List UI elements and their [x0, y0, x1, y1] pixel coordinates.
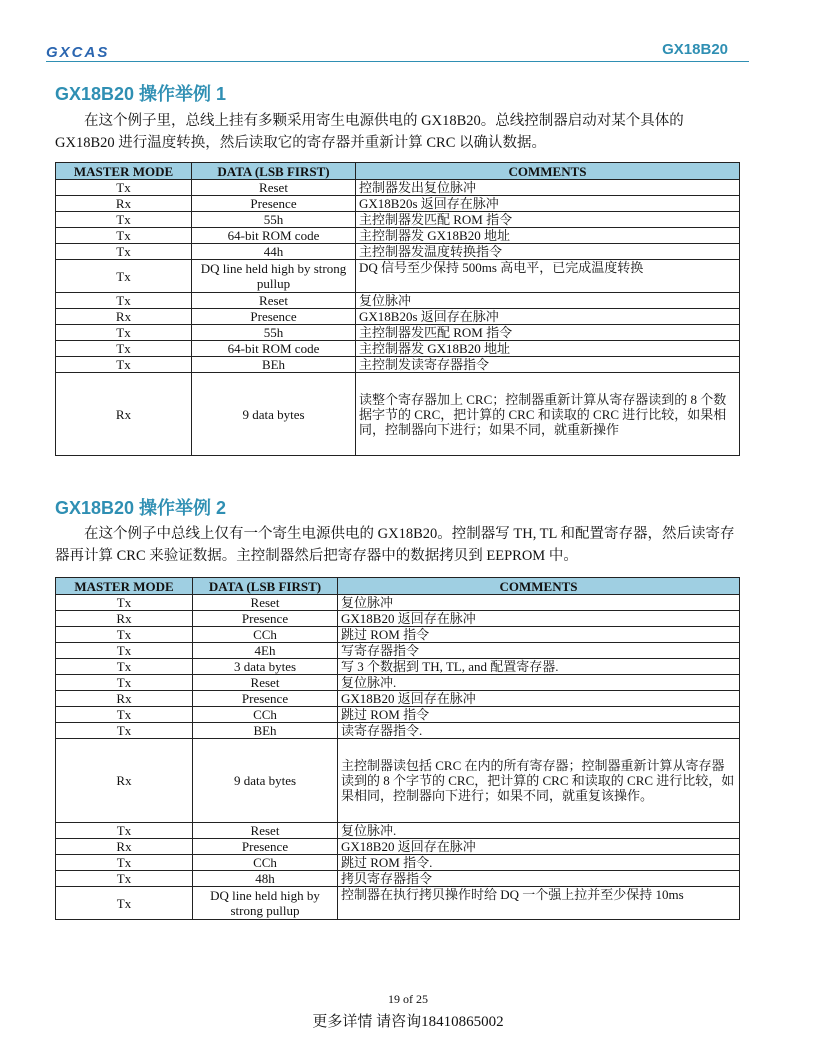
data-cell: CCh	[193, 627, 338, 643]
document-title: GX18B20	[662, 41, 728, 58]
data-cell: Presence	[193, 611, 338, 627]
section2-title: GX18B20 操作举例 2	[55, 498, 227, 518]
page-number: 19 of 25	[388, 992, 428, 1006]
mode-cell: Tx	[56, 228, 192, 244]
table-header-row	[56, 163, 740, 180]
table-row	[56, 659, 740, 675]
header-data: DATA (LSB FIRST)	[192, 163, 356, 180]
data-cell: CCh	[193, 707, 338, 723]
comment-cell: 主控制器发温度转换指令	[356, 244, 740, 260]
comment-cell: 跳过 ROM 指令	[338, 627, 740, 643]
mode-cell: Tx	[56, 627, 193, 643]
data-cell: 4Eh	[193, 643, 338, 659]
mode-cell: Tx	[56, 823, 193, 839]
data-cell: 9 data bytes	[192, 373, 356, 456]
data-cell: DQ line held high by strong pullup	[192, 260, 356, 293]
section2-intro: 在这个例子中总线上仅有一个寄生电源供电的 GX18B20。控制器写 TH, TL 和配置寄存器，然后读寄存器再计算 CRC 来验证数据。主控制器然后把寄存器中的数据拷贝到 EEPROM 中。	[55, 526, 735, 564]
mode-cell: Tx	[56, 212, 192, 228]
table-row	[56, 341, 740, 357]
table-row	[56, 260, 740, 293]
comment-cell: 主控制器发匹配 ROM 指令	[356, 212, 740, 228]
comment-cell: GX18B20s 返回存在脉冲	[356, 309, 740, 325]
data-cell: Reset	[193, 595, 338, 611]
table-row	[56, 723, 740, 739]
comment-cell: 复位脉冲	[338, 595, 740, 611]
data-cell: BEh	[192, 357, 356, 373]
contact-info: 更多详情 请咨询18410865002	[312, 1014, 504, 1030]
data-cell: Reset	[193, 675, 338, 691]
table-row	[56, 643, 740, 659]
data-cell: 64-bit ROM code	[192, 228, 356, 244]
data-cell: 55h	[192, 325, 356, 341]
mode-cell: Tx	[56, 357, 192, 373]
comment-cell: 读整个寄存器加上 CRC；控制器重新计算从寄存器读到的 8 个数据字节的 CRC，把计算的 CRC 和读取的 CRC 进行比较，如果相同，控制器向下进行；如果不同，就重新操作	[356, 373, 740, 456]
mode-cell: Tx	[56, 723, 193, 739]
table-row	[56, 244, 740, 260]
header-master-mode: MASTER MODE	[56, 578, 193, 595]
comment-cell: 控制器在执行拷贝操作时给 DQ 一个强上拉并至少保持 10ms	[338, 887, 740, 920]
data-cell: Presence	[192, 196, 356, 212]
comment-cell: 控制器发出复位脉冲	[356, 180, 740, 196]
comment-cell: 主控制器读包括 CRC 在内的所有寄存器；控制器重新计算从寄存器读到的 8 个字节的 CRC，把计算的 CRC 和读取的 CRC 进行比较，如果相同，控制器向下进行；如果不同，就重复该操作。	[338, 739, 740, 823]
comment-cell: 写寄存器指令	[338, 643, 740, 659]
company-logo: GXCAS	[46, 44, 110, 61]
table-row	[56, 212, 740, 228]
header-comments: COMMENTS	[338, 578, 740, 595]
data-cell: Presence	[193, 839, 338, 855]
mode-cell: Tx	[56, 659, 193, 675]
data-cell: Presence	[192, 309, 356, 325]
comment-cell: 主控制器发 GX18B20 地址	[356, 341, 740, 357]
section2-command-table	[55, 577, 740, 920]
mode-cell: Tx	[56, 887, 193, 920]
mode-cell: Rx	[56, 691, 193, 707]
mode-cell: Rx	[56, 611, 193, 627]
section1-command-table	[55, 162, 740, 456]
table-row	[56, 855, 740, 871]
mode-cell: Tx	[56, 595, 193, 611]
mode-cell: Rx	[56, 373, 192, 456]
mode-cell: Tx	[56, 244, 192, 260]
comment-cell: 复位脉冲	[356, 293, 740, 309]
mode-cell: Rx	[56, 839, 193, 855]
table-row	[56, 707, 740, 723]
data-cell: 44h	[192, 244, 356, 260]
table-row	[56, 595, 740, 611]
comment-cell: 主控制器发匹配 ROM 指令	[356, 325, 740, 341]
data-cell: 9 data bytes	[193, 739, 338, 823]
table-row	[56, 611, 740, 627]
header-comments: COMMENTS	[356, 163, 740, 180]
comment-cell: 复位脉冲.	[338, 675, 740, 691]
comment-cell: GX18B20 返回存在脉冲	[338, 691, 740, 707]
data-cell: DQ line held high by strong pullup	[193, 887, 338, 920]
table-row	[56, 675, 740, 691]
mode-cell: Tx	[56, 341, 192, 357]
comment-cell: 跳过 ROM 指令.	[338, 855, 740, 871]
table-row	[56, 293, 740, 309]
data-cell: Reset	[193, 823, 338, 839]
data-cell: CCh	[193, 855, 338, 871]
comment-cell: GX18B20 返回存在脉冲	[338, 611, 740, 627]
table-row	[56, 739, 740, 823]
mode-cell: Tx	[56, 325, 192, 341]
table-row	[56, 627, 740, 643]
table-row	[56, 823, 740, 839]
data-cell: 48h	[193, 871, 338, 887]
comment-cell: 跳过 ROM 指令	[338, 707, 740, 723]
comment-cell: 复位脉冲.	[338, 823, 740, 839]
header-divider	[46, 61, 749, 62]
comment-cell: GX18B20s 返回存在脉冲	[356, 196, 740, 212]
mode-cell: Tx	[56, 707, 193, 723]
comment-cell: 写 3 个数据到 TH, TL, and 配置寄存器.	[338, 659, 740, 675]
mode-cell: Tx	[56, 643, 193, 659]
table-row	[56, 887, 740, 920]
table-row	[56, 871, 740, 887]
data-cell: Reset	[192, 293, 356, 309]
table-row	[56, 196, 740, 212]
mode-cell: Tx	[56, 260, 192, 293]
comment-cell: 拷贝寄存器指令	[338, 871, 740, 887]
table-row	[56, 180, 740, 196]
data-cell: BEh	[193, 723, 338, 739]
comment-cell: 主控制发读寄存器指令	[356, 357, 740, 373]
data-cell: 64-bit ROM code	[192, 341, 356, 357]
comment-cell: 主控制器发 GX18B20 地址	[356, 228, 740, 244]
comment-cell: DQ 信号至少保持 500ms 高电平，已完成温度转换	[356, 260, 740, 293]
mode-cell: Tx	[56, 855, 193, 871]
data-cell: 55h	[192, 212, 356, 228]
comment-cell: 读寄存器指令.	[338, 723, 740, 739]
mode-cell: Rx	[56, 309, 192, 325]
table-row	[56, 691, 740, 707]
section1-title: GX18B20 操作举例 1	[55, 84, 227, 104]
mode-cell: Tx	[56, 180, 192, 196]
mode-cell: Rx	[56, 196, 192, 212]
section1-intro: 在这个例子里，总线上挂有多颗采用寄生电源供电的 GX18B20。总线控制器启动对某个具体的 GX18B20 进行温度转换，然后读取它的寄存器并重新计算 CRC 以确认数据。	[55, 113, 684, 151]
table-row	[56, 325, 740, 341]
mode-cell: Rx	[56, 739, 193, 823]
data-cell: 3 data bytes	[193, 659, 338, 675]
header-master-mode: MASTER MODE	[56, 163, 192, 180]
header-data: DATA (LSB FIRST)	[193, 578, 338, 595]
mode-cell: Tx	[56, 871, 193, 887]
mode-cell: Tx	[56, 293, 192, 309]
table-row	[56, 309, 740, 325]
table-row	[56, 839, 740, 855]
table-row	[56, 228, 740, 244]
mode-cell: Tx	[56, 675, 193, 691]
table-header-row	[56, 578, 740, 595]
data-cell: Presence	[193, 691, 338, 707]
data-cell: Reset	[192, 180, 356, 196]
comment-cell: GX18B20 返回存在脉冲	[338, 839, 740, 855]
table-row	[56, 373, 740, 456]
table-row	[56, 357, 740, 373]
